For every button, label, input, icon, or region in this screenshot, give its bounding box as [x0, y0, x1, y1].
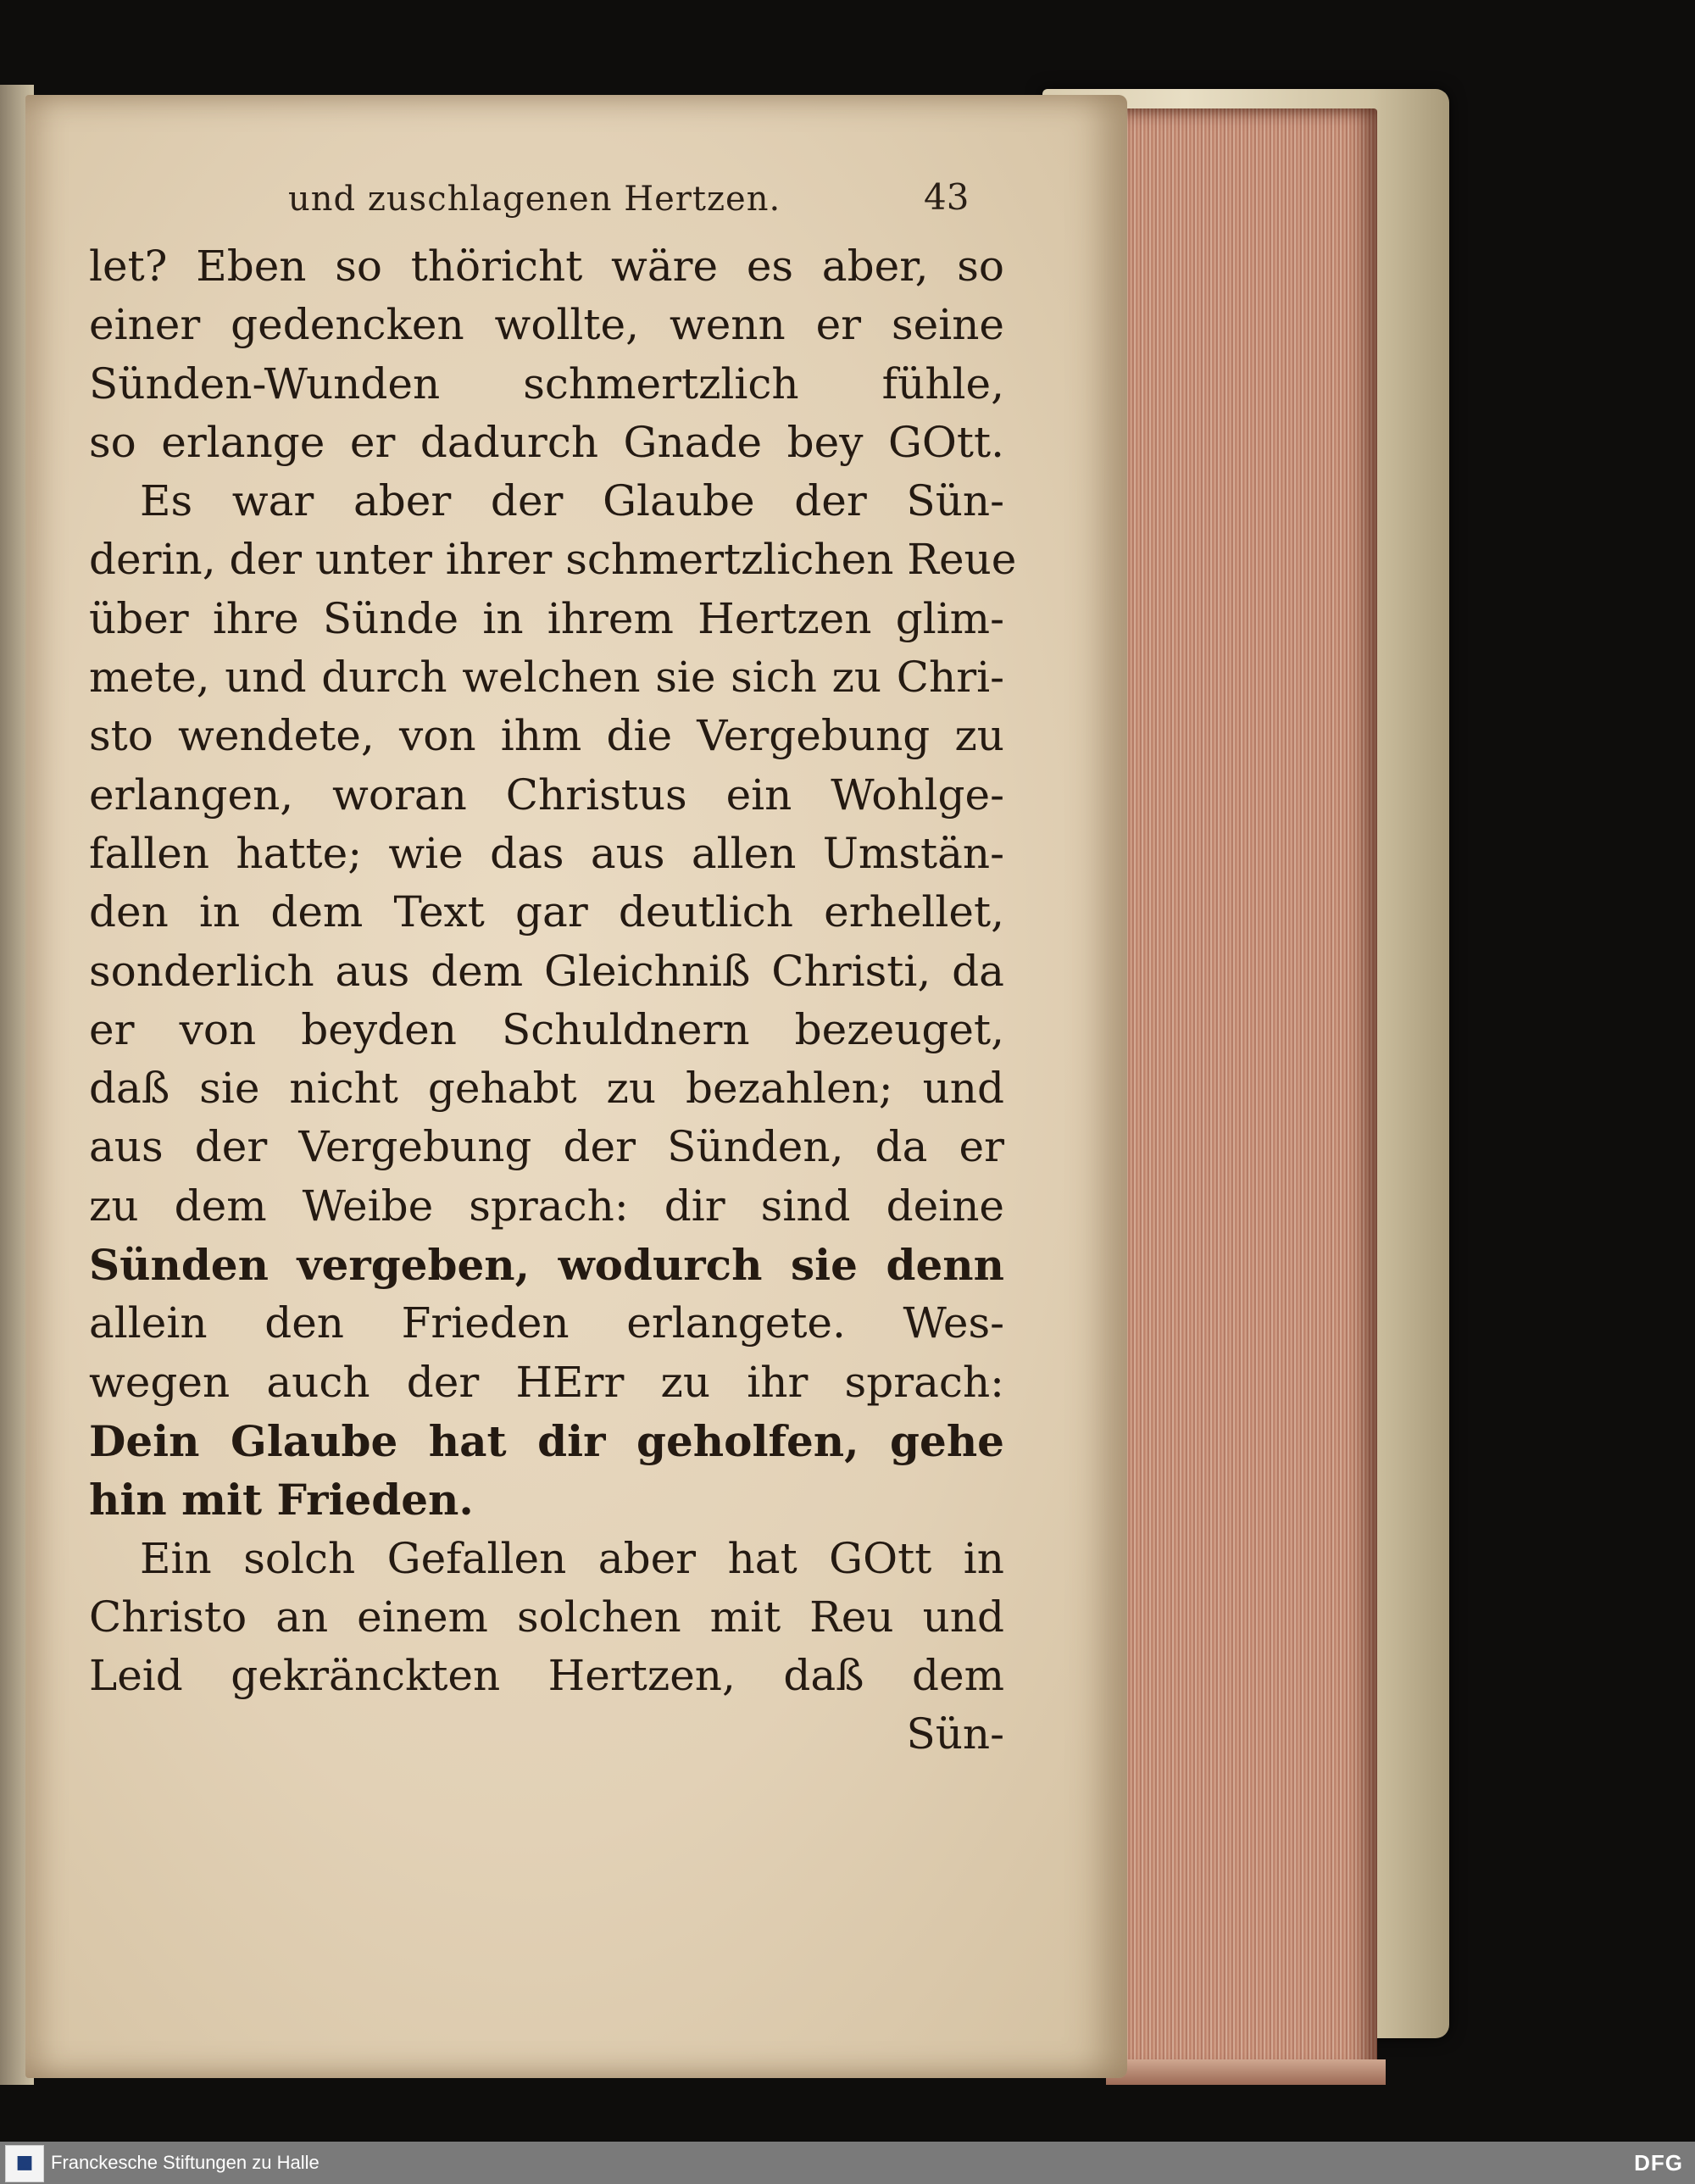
text-line: Ein solch Gefallen aber hat GOtt in: [140, 1533, 1004, 1583]
text-line: Sünden-Wunden schmertzlich fühle,: [89, 358, 1004, 408]
catchword: Sün-: [906, 1709, 1004, 1759]
text-line: zu dem Weibe sprach: dir sind deine: [89, 1181, 1004, 1231]
dfg-logo: DFG: [1634, 2150, 1683, 2176]
text-line: er von beyden Schuldnern bezeuget,: [89, 1004, 1004, 1054]
text-line: aus der Vergebung der Sünden, da er: [89, 1122, 1004, 1172]
footer-institution: Franckesche Stiftungen zu Halle: [51, 2152, 320, 2173]
text-line: wegen auch der HErr zu ihr sprach:: [89, 1357, 1004, 1407]
page-number: 43: [924, 176, 970, 218]
text-line: mete, und durch welchen sie sich zu Chri-: [89, 653, 1004, 703]
body-text: [89, 237, 1017, 1764]
foundation-logo-icon: ■: [5, 2145, 44, 2182]
text-line: über ihre Sünde in ihrem Hertzen glim-: [89, 593, 1004, 643]
text-line: sto wendete, von ihm die Vergebung zu: [89, 711, 1004, 761]
text-line: so erlange er dadurch Gnade bey GOtt.: [89, 417, 1004, 467]
text-line: Leid gekränckten Hertzen, daß dem: [89, 1651, 1004, 1701]
page-edges: [1106, 108, 1377, 2075]
viewer-footer: [0, 2142, 1695, 2184]
text-line: fallen hatte; wie das aus allen Umstän-: [89, 828, 1004, 878]
page-edges-bottom: [1106, 2059, 1386, 2085]
text-line: let? Eben so thöricht wäre es aber, so: [89, 242, 1004, 291]
text-line: Sünden vergeben, wodurch sie denn: [89, 1240, 1004, 1291]
book-page: [25, 95, 1127, 2078]
text-line: allein den Frieden erlangete. Wes-: [89, 1298, 1004, 1348]
text-line: derin, der unter ihrer schmertzlichen Reue: [89, 535, 1017, 585]
text-line: hin mit Frieden.: [89, 1475, 474, 1525]
text-line: daß sie nicht gehabt zu bezahlen; und: [89, 1064, 1004, 1114]
text-line: Es war aber der Glaube der Sün-: [140, 476, 1004, 526]
text-line: einer gedencken wollte, wenn er seine: [89, 300, 1004, 350]
text-line: Christo an einem solchen mit Reu und: [89, 1592, 1004, 1642]
text-line: sonderlich aus dem Gleichniß Christi, da: [89, 946, 1004, 996]
running-head: und zuschlagenen Hertzen.: [288, 180, 781, 219]
text-line: den in dem Text gar deutlich erhellet,: [89, 887, 1004, 937]
text-line: erlangen, woran Christus ein Wohlge-: [89, 770, 1004, 820]
text-line: Dein Glaube hat dir geholfen, gehe: [89, 1415, 1004, 1466]
